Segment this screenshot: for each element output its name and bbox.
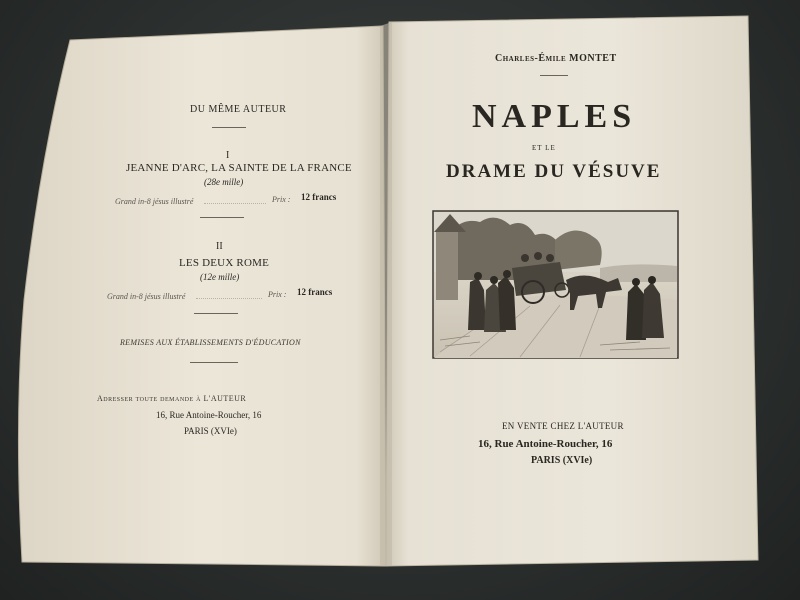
book1-format: Grand in-8 jésus illustré xyxy=(115,197,194,206)
book2-price-label: Prix : xyxy=(268,290,287,299)
right-address-street: 16, Rue Antoine-Roucher, 16 xyxy=(478,438,613,450)
sale-notice: EN VENTE CHEZ L'AUTEUR xyxy=(502,421,624,431)
book1-edition: (28e mille) xyxy=(204,177,244,187)
book1-numeral: I xyxy=(226,150,230,161)
author-name: Charles-Émile MONTET xyxy=(495,53,617,64)
book2-edition: (12e mille) xyxy=(200,272,240,282)
book2-format: Grand in-8 jésus illustré xyxy=(107,292,186,301)
book1-leader xyxy=(204,203,266,205)
book-subtitle: DRAME DU VÉSUVE xyxy=(446,161,662,182)
divider xyxy=(194,313,238,314)
book1-price-label: Prix : xyxy=(272,195,291,204)
divider xyxy=(200,217,244,218)
engraving-illustration xyxy=(433,211,678,358)
book1-price: 12 francs xyxy=(301,192,337,202)
book2-numeral: II xyxy=(216,241,223,252)
left-address-intro: Adresser toute demande à L'AUTEUR xyxy=(97,394,247,403)
divider xyxy=(190,362,238,363)
book1-title: JEANNE D'ARC, LA SAINTE DE LA FRANCE xyxy=(126,162,352,174)
book-title: NAPLES xyxy=(472,98,637,135)
book2-price: 12 francs xyxy=(297,287,333,297)
book2-leader xyxy=(196,298,262,300)
left-address-city: PARIS (XVIe) xyxy=(184,426,237,436)
divider xyxy=(540,75,568,76)
divider xyxy=(212,127,246,128)
book2-title: LES DEUX ROME xyxy=(179,257,269,269)
title-connector: ET LE xyxy=(532,144,556,152)
left-heading: DU MÊME AUTEUR xyxy=(190,104,287,115)
left-note: REMISES AUX ÉTABLISSEMENTS D'ÉDUCATION xyxy=(120,338,301,347)
left-address-street: 16, Rue Antoine-Roucher, 16 xyxy=(156,410,262,420)
right-address-city: PARIS (XVIe) xyxy=(531,455,593,466)
